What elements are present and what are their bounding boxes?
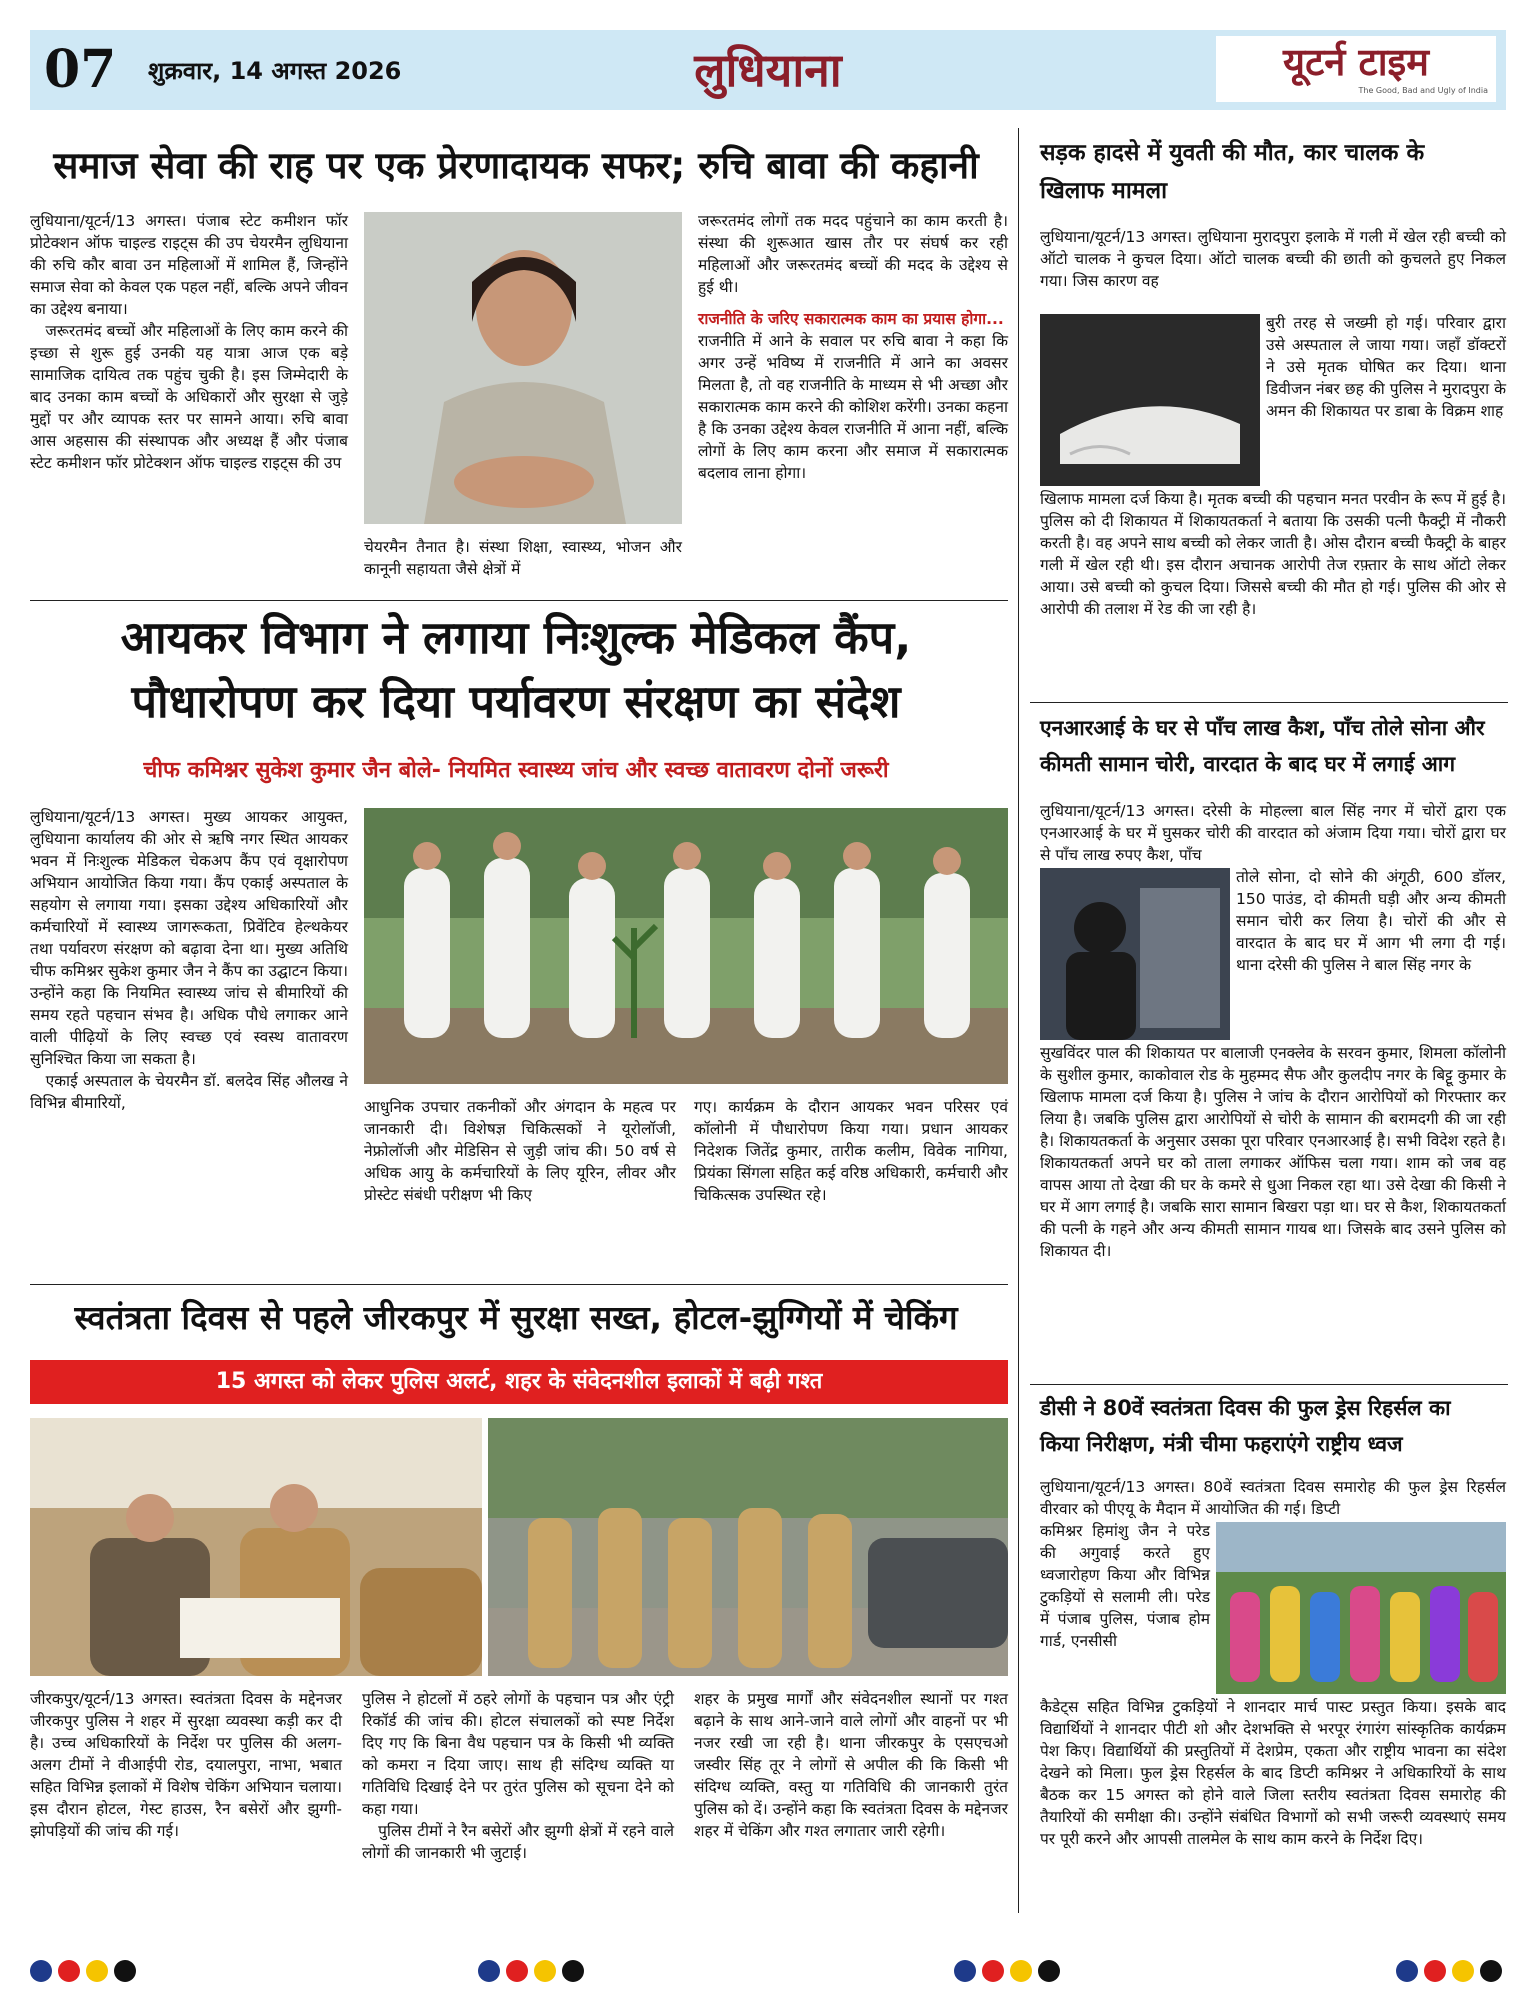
story6-rest: कैडेट्स सहित विभिन्न टुकड़ियों ने शानदार मार्च पास्ट प्रस्तुत किया। इसके बाद विद्यार्थियों ने शानदार पीटी शो और देशभक्ति से भरपूर रंगारंग सांस्कृतिक कार्यक्रम पेश किए। विद्यार्थियों की प्रस्तुतियों में देशप्रेम, एकता और राष्ट्रीय भावना का संदेश देखने को मिला। फुल ड्रेस रिहर्सल के बाद डिप्टी कमिश्नर ने अधिकारियों के साथ बैठक कर 15 अगस्त को होने वाले जिला स्तरीय स्वतंत्रता दिवस समारोह की तैयारियों की समीक्षा की। उन्होंने संबंधित विभागों को सभी जरूरी व्यवस्थाएं समय पर पूरी करने और आपसी तालमेल के साथ काम करने के निर्देश दिए।: [1040, 1698, 1511, 1848]
story2-col1: लुधियाना/यूटर्न/13 अगस्त। मुख्य आयकर आयुक्त, लुधियाना कार्यालय की ओर से ऋषि नगर स्थित आयकर भवन में निःशुल्क मेडिकल चेकअप कैंप एवं वृक्षारोपण अभियान आयोजित किया गया। कैंप एकाई अस्पताल के सहयोग से लगाया गया। इसका उद्देश्य अधिकारियों और कर्मचारियों में स्वास्थ्य जागरूकता, प्रिवेंटिव हेल्थकेयर तथा पर्यावरण संरक्षण को बढ़ावा देना था। मुख्य अतिथि चीफ कमिश्नर सुकेश कुमार जैन ने कैंप का उद्घाटन किया। उन्होंने कहा कि नियमित स्वास्थ्य जांच से बीमारियों की समय रहते पहचान संभव है। अधिक पौधे लगाकर आने वाली पीढ़ियों के लिए स्वच्छ एवं स्वस्थ वातावरण सुनिश्चित किया जा सकता है। एकाई अस्पताल के चेयरमैन डॉ. बलदेव सिंह औलख ने विभिन्न बीमारियों,: [30, 808, 349, 1112]
story3-photo-left: [30, 1418, 482, 1676]
column-divider: [1018, 128, 1019, 1913]
footer-dot: [506, 1960, 528, 1982]
footer-dot: [954, 1960, 976, 1982]
footer-dot: [58, 1960, 80, 1982]
logo-text: यूटर्न टाइम: [1283, 40, 1429, 84]
page-number: 07: [44, 39, 117, 100]
police-patrol-scene: [488, 1418, 1008, 1676]
story3-col3: शहर के प्रमुख मार्गों और संवेदनशील स्थानों पर गश्त बढ़ाने के साथ आने-जाने वाले लोगों और वाहनों पर भी नजर रखी जा रही है। थाना जीरकपुर के एसएचओ जस्वीर सिंह तूर ने लोगों से अपील की कि किसी भी संदिग्ध व्यक्ति, वस्तु या गतिविधि की जानकारी तुरंत पुलिस को दें। उन्होंने कहा कि स्वतंत्रता दिवस के मद्देनजर शहर में चेकिंग और गश्त लगातार जारी रहेगी।: [694, 1690, 1013, 1840]
story1-col1: लुधियाना/यूटर्न/13 अगस्त। पंजाब स्टेट कमीशन फॉर प्रोटेक्शन ऑफ चाइल्ड राइट्स की उप चेयरमैन लुधियाना की रुचि कौर बावा उन महिलाओं में शामिल हैं, जिन्होंने समाज सेवा को केवल एक पहल नहीं, बल्कि अपने जीवन का उद्देश्य बनाया। जरूरतमंद बच्चों और महिलाओं के लिए काम करने की इच्छा से शुरू हुई उनकी यह यात्रा आज एक बड़े सामाजिक दायित्व तक पहुंच चुकी है। इस जिम्मेदारी के बाद उनका काम बच्चों के अधिकारों और सुरक्षा से जुड़े मुद्दों पर और व्यापक स्तर पर सामने आया। रुचि बावा आस अहसास की संस्थापक और अध्यक्ष हैं और पंजाब स्टेट कमीशन फॉर प्रोटेक्शन ऑफ चाइल्ड राइट्स की उप: [30, 212, 348, 472]
story1-col2: चेयरमैन तैनात है। संस्था शिक्षा, स्वास्थ्य, भोजन और कानूनी सहायता जैसे क्षेत्रों में: [364, 538, 687, 578]
story5-rest: सुखविंदर पाल की शिकायत पर बालाजी एनक्लेव के सरवन कुमार, शिमला कॉलोनी के सुशील कुमार, काकोवाल रोड के मुहम्मद सैफ और कुलदीप नगर के बिट्टू कुमार के खिलाफ मामला दर्ज किया है। पुलिस ने जांच के दौरान आरोपियों को गिरफ्तार कर लिया है। जबकि पुलिस द्वारा आरोपियों से चोरी के सामान की बरामदगी की जा रही है। शिकायतकर्ता के अनुसार उसका पूरा परिवार एनआरआई है। सभी विदेश रहते है। शिकायतकर्ता अपने घर को ताला लगाकर ऑफिस चला गया। शाम को जब वह वापस आया तो देखा की घर के कमरे से धुआ निकल रहा था। उसे देखा की किसी ने घर में आग लगाई है। जबकि सारा सामान बिखरा पड़ा था। घर से कैश, शिकायतकर्ता की पत्नी के गहने और अन्य कीमती सामान गायब था। जिसके बाद उसने पुलिस को शिकायत दी।: [1040, 1044, 1511, 1260]
story4-headline: सड़क हादसे में युवती की मौत, कार चालक के खिलाफ मामला: [1040, 140, 1425, 204]
footer-dot: [478, 1960, 500, 1982]
story4-rest: खिलाफ मामला दर्ज किया है। मृतक बच्ची की पहचान मनत परवीन के रूप में हुई है। पुलिस को दी शिकायत में शिकायतकर्ता ने बताया कि उसकी पत्नी फैक्ट्री में नौकरी करती है। वह अपने साथ बच्ची को लेकर जाती है। ओस दौरान बच्ची फैक्ट्री के बाहर गली में खेल रही थी। इस दौरान अचानक आरोपी तेज रफ़्तार के साथ ऑटो लेकर आया। उसे बच्ची को कुचल दिया। जिससे बच्ची की मौत हो गई। पुलिस की ओर से आरोपी की तलाश में रेड की जा रही है।: [1040, 490, 1511, 618]
story-divider: [30, 600, 1008, 601]
story4-intro: लुधियाना/यूटर्न/13 अगस्त। लुधियाना मुरादपुरा इलाके में गली में खेल रही बच्ची को ऑटो चालक ने कुचल दिया। ऑटो चालक बच्ची की छाती को कुचलते हुए निकल गया। जिस कारण वह: [1040, 228, 1511, 290]
story1-col3b: राजनीति में आने के सवाल पर रुचि बावा ने कहा कि अगर उन्हें भविष्य में राजनीति में आने का अवसर मिलता है, तो वह राजनीति के माध्यम से भी अच्छा और सकारात्मक काम करने की कोशिश करेंगी। उनका कहना है कि उनका उद्देश्य केवल राजनीति में आना नहीं, बल्कि लोगों के लिए काम करना और समाज में सकारात्मक बदलाव लाना होगा।: [698, 332, 1013, 482]
story5-side: तोले सोना, दो सोने की अंगूठी, 600 डॉलर, 150 पाउंड, दो कीमती घड़ी और अन्य कीमती समान चोरी कर लिया है। चोरों की और से वारदात के बाद घर में आग भी लगा दी गई। थाना दरेसी की पुलिस ने बाल सिंह नगर के: [1236, 868, 1511, 974]
story3-photo-right: [488, 1418, 1008, 1676]
story3-col2: पुलिस ने होटलों में ठहरे लोगों के पहचान पत्र और एंट्री रिकॉर्ड की जांच की। होटल संचालकों को स्पष्ट निर्देश दिए गए कि बिना वैध पहचान पत्र के किसी भी व्यक्ति को कमरा न दिया जाए। साथ ही संदिग्ध व्यक्ति या गतिविधि दिखाई देने पर तुरंत पुलिस को सूचना देने को कहा गया। पुलिस टीमों ने रैन बसेरों और झुग्गी क्षेत्रों में रहने वाले लोगों की जानकारी भी जुटाई।: [362, 1690, 674, 1862]
footer-dot: [1424, 1960, 1446, 1982]
footer-dot: [1480, 1960, 1502, 1982]
story1-headline: समाज सेवा की राह पर एक प्रेरणादायक सफर; रुचि बावा की कहानी: [53, 144, 979, 187]
section-title: लुधियाना: [694, 43, 842, 97]
story5-headline: एनआरआई के घर से पाँच लाख कैश, पाँच तोले सोना और कीमती सामान चोरी, वारदात के बाद घर में लगाई आग: [1040, 716, 1485, 776]
footer-dot: [1452, 1960, 1474, 1982]
story5-photo: [1040, 868, 1230, 1040]
story3-col1: जीरकपुर/यूटर्न/13 अगस्त। स्वतंत्रता दिवस के मद्देनजर जीरकपुर पुलिस ने शहर में सुरक्षा व्यवस्था कड़ी कर दी है। उच्च अधिकारियों के निर्देश पर पुलिस की अलग-अलग टीमों ने वीआईपी रोड, दयालपुरा, नाभा, भबात सहित विभिन्न इलाकों में विशेष चेकिंग अभियान चलाया। इस दौरान होटल, गेस्ट हाउस, रैन बसेरों और झुग्गी-झोपड़ियों की जांच की गई।: [30, 1690, 347, 1840]
police-checking-scene: [30, 1418, 482, 1676]
story4-side: बुरी तरह से जख्मी हो गई। परिवार द्वारा उसे अस्पताल ले जाया गया। जहाँ डॉक्टरों ने उसे मृतक घोषित कर दिया। थाना डिवीजन नंबर छह की पुलिस ने मुरादपुरा के अमन की शिकायत पर डाबा के विक्रम शाह: [1266, 314, 1511, 420]
footer-dot: [86, 1960, 108, 1982]
story3-banner-text: 15 अगस्त को लेकर पुलिस अलर्ट, शहर के संवेदनशील इलाकों में बढ़ी गश्त: [215, 1369, 823, 1394]
footer-dot: [1010, 1960, 1032, 1982]
story6-side: कमिश्नर हिमांशु जैन ने परेड की अगुवाई करते हुए ध्वजारोहण किया और विभिन्न टुकड़ियों से सलामी ली। परेड में पंजाब पुलिस, पंजाब होम गार्ड, एनसीसी: [1040, 1522, 1215, 1650]
footer-dot: [1038, 1960, 1060, 1982]
footer-dot: [982, 1960, 1004, 1982]
covered-body-scene: [1040, 314, 1260, 486]
tree-planting-scene: [364, 808, 1008, 1084]
footer-dot: [30, 1960, 52, 1982]
footer-dot: [114, 1960, 136, 1982]
footer-dots-mid-right: [954, 1960, 1074, 1982]
footer-dot: [1396, 1960, 1418, 1982]
story6-headline: डीसी ने 80वें स्वतंत्रता दिवस की फुल ड्रेस रिहर्सल का किया निरीक्षण, मंत्री चीमा फहराएंगे राष्ट्रीय ध्वज: [1040, 1396, 1451, 1456]
cultural-performance-scene: [1216, 1522, 1506, 1694]
story4-photo: [1040, 314, 1260, 486]
story2-col3: गए। कार्यक्रम के दौरान आयकर भवन परिसर एवं कॉलोनी में पौधारोपण किया गया। प्रधान आयकर निदेशक जितेंद्र कुमार, तारीक कलीम, विवेक नागिया, प्रियंका सिंगला सहित कई वरिष्ठ अधिकारी, कर्मचारी और चिकित्सक उपस्थित रहे।: [694, 1098, 1013, 1204]
story2-event-photo: [364, 808, 1008, 1084]
burglar-scene: [1040, 868, 1230, 1040]
issue-date: शुक्रवार, 14 अगस्त 2026: [148, 57, 402, 85]
story6-photo: [1216, 1522, 1506, 1694]
story2-headline: आयकर विभाग ने लगाया निःशुल्क मेडिकल कैंप, पौधारोपण कर दिया पर्यावरण संरक्षण का संदेश: [120, 611, 912, 728]
story-divider: [1030, 702, 1508, 703]
footer-dots-left: [30, 1960, 150, 1982]
story1-col3-subhead: राजनीति के जरिए सकारात्मक काम का प्रयास होगा...: [698, 310, 1004, 328]
footer-dots-center: [478, 1960, 598, 1982]
footer-dot: [534, 1960, 556, 1982]
footer-dot: [562, 1960, 584, 1982]
story-divider: [1030, 1384, 1508, 1385]
story6-intro: लुधियाना/यूटर्न/13 अगस्त। 80वें स्वतंत्रता दिवस समारोह की फुल ड्रेस रिहर्सल वीरवार को पीएयू के मैदान में आयोजित की गई। डिप्टी: [1040, 1478, 1511, 1518]
story3-banner: [30, 1360, 1008, 1404]
footer-dots-right: [1396, 1960, 1516, 1982]
story5-intro: लुधियाना/यूटर्न/13 अगस्त। दरेसी के मोहल्ला बाल सिंह नगर में चोरों द्वारा एक एनआरआई के घर में घुसकर चोरी की वारदात को अंजाम दिया गया। चोरों द्वारा घर से पाँच लाख रुपए कैश, पाँच: [1040, 802, 1511, 864]
logo-tagline: The Good, Bad and Ugly of India: [1358, 86, 1488, 95]
story2-col2: आधुनिक उपचार तकनीकों और अंगदान के महत्व पर जानकारी दी। विशेषज्ञ चिकित्सकों ने यूरोलॉजी, नेफ्रोलॉजी और मेडिसिन से जुड़ी जांच की। 50 वर्ष से अधिक आयु के कर्मचारियों के लिए यूरिन, लीवर और प्रोस्टेट संबंधी परीक्षण भी किए: [364, 1098, 681, 1204]
story3-headline: स्वतंत्रता दिवस से पहले जीरकपुर में सुरक्षा सख्त, होटल-झुग्गियों में चेकिंग: [74, 1298, 958, 1337]
portrait-figure: [364, 212, 682, 524]
masthead-logo: [1216, 36, 1496, 102]
story1-col3a: जरूरतमंद लोगों तक मदद पहुंचाने का काम करती है। संस्था की शुरूआत खास तौर पर संघर्ष कर रही महिलाओं और जरूरतमंद बच्चों की मदद के उद्देश्य से हुई थी।: [698, 212, 1013, 296]
story1-portrait-photo: [364, 212, 682, 524]
story2-subhead: चीफ कमिश्नर सुकेश कुमार जैन बोले- नियमित स्वास्थ्य जांच और स्वच्छ वातावरण दोनों जरूरी: [143, 758, 889, 783]
story-divider: [30, 1284, 1008, 1285]
